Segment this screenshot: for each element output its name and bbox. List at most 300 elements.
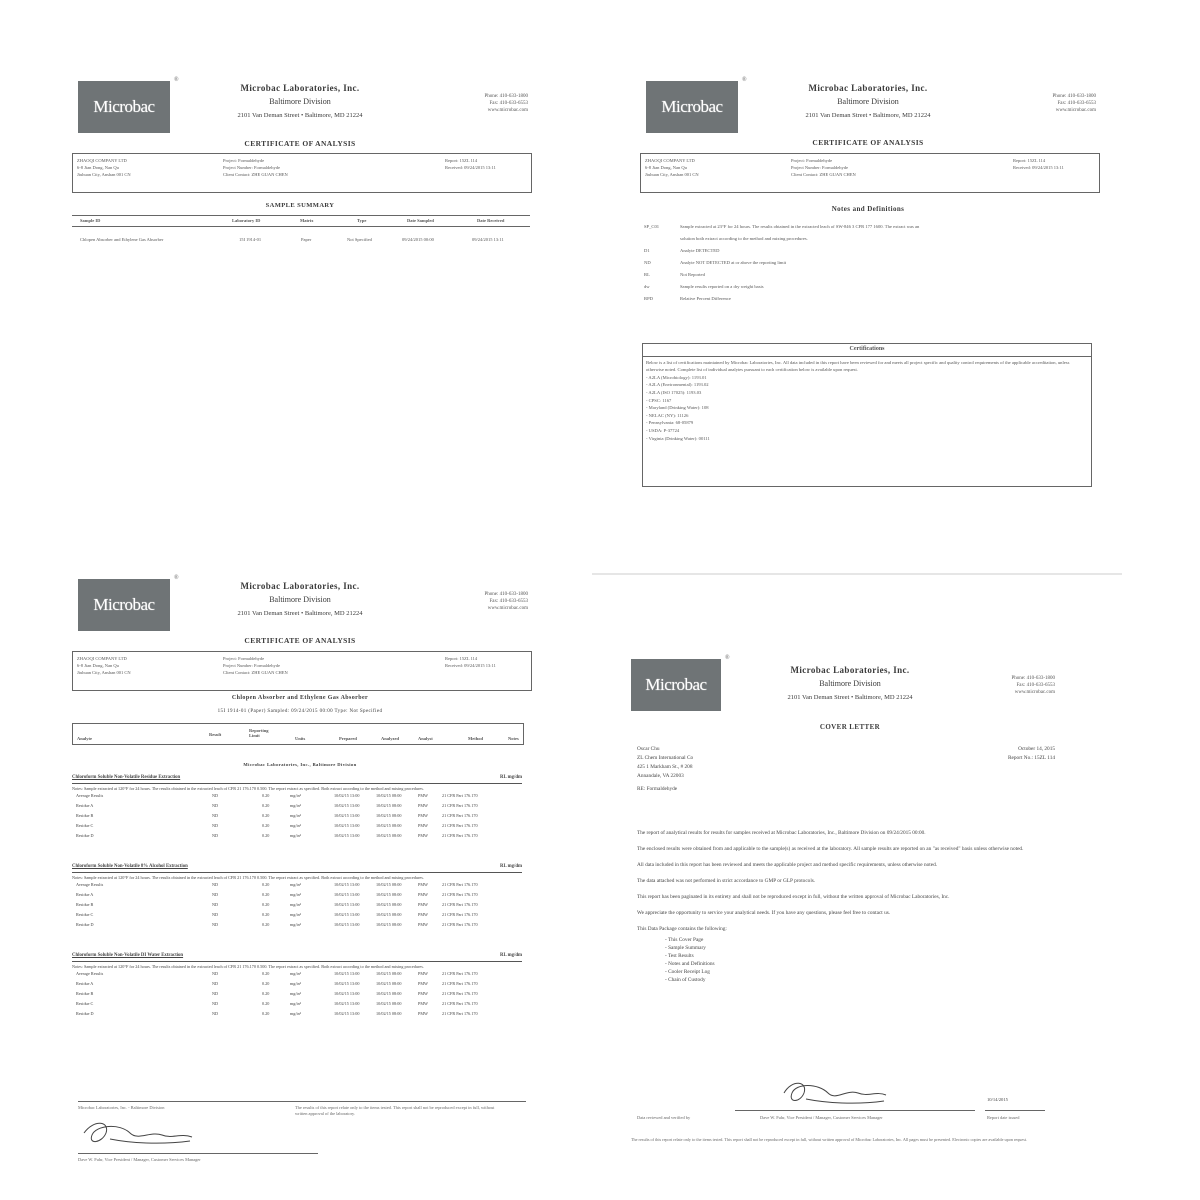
- table-cell: 0.20: [262, 970, 270, 976]
- col-header: Sample ID: [80, 218, 101, 223]
- fax: Fax: 410-633-6553: [489, 599, 528, 604]
- footer-rule: [78, 1101, 526, 1102]
- table-cell: ND: [212, 1000, 219, 1006]
- company-address: 2101 Van Deman Street • Baltimore, MD 21224: [237, 112, 363, 119]
- cert-item: - A2LA (ISO 17025): 1193.03: [646, 389, 702, 395]
- table-cell: 10/02/15 08:00: [376, 901, 402, 907]
- notes-list: [644, 222, 1084, 306]
- table-cell: 10/02/15 08:00: [376, 980, 402, 986]
- cell: 09/24/2015 00:00: [402, 237, 434, 242]
- phone: Phone: 410-633-1800: [484, 592, 528, 597]
- table-cell: ND: [212, 802, 219, 808]
- company-block: [758, 81, 978, 123]
- note-text: Sample results reported on a dry weight basis: [680, 284, 764, 289]
- col-header: Laboratory ID: [232, 218, 261, 223]
- package-item: - Sample Summary: [665, 945, 706, 951]
- section-title: [72, 864, 522, 873]
- table-cell: Residue D: [76, 1010, 94, 1016]
- results-table-header: [72, 723, 524, 745]
- package-item: - This Cover Page: [665, 937, 704, 943]
- table-cell: 10/02/15 13:00: [334, 812, 360, 818]
- sheet-separator: [592, 573, 1122, 575]
- microbac-logo: Microbac ®: [646, 81, 738, 133]
- certifications-title: Certifications: [643, 344, 1091, 357]
- table-cell: 0.20: [262, 921, 270, 927]
- date-line: [985, 1110, 1045, 1111]
- table-cell: ND: [212, 812, 219, 818]
- report-number: Report No.: 15ZL 114: [1008, 755, 1055, 761]
- table-cell: 10/02/15 08:00: [376, 822, 402, 828]
- table-cell: 21 CFR Part 176.170: [442, 980, 478, 986]
- table-cell: 21 CFR Part 176.170: [442, 1000, 478, 1006]
- table-cell: 21 CFR Part 176.170: [442, 1010, 478, 1016]
- table-cell: 10/02/15 13:00: [334, 1000, 360, 1006]
- table-cell: mg/in²: [290, 921, 302, 927]
- result-section: [72, 864, 522, 931]
- recipient-line: Annandale, VA 22003: [637, 773, 684, 779]
- section-note: Notes: Sample extracted at 120°F for 24 hours. The results obtained in the extracted leach of CFR 21 176.170 0.500. The report extract as specified. Both extract according to the method and mixing procedures.: [72, 786, 424, 791]
- contact-block: [986, 93, 1096, 114]
- note-text: Analyte DETECTED: [680, 248, 720, 253]
- table-cell: 10/02/15 08:00: [376, 881, 402, 887]
- cert-item: - Virginia (Drinking Water): 00111: [646, 435, 710, 441]
- table-cell: PMW: [418, 1000, 429, 1006]
- notes-title: Notes and Definitions: [831, 205, 905, 213]
- project-line: Client Contact: ZHE GUAN CHEN: [223, 172, 288, 177]
- table-row: [72, 970, 522, 980]
- table-cell: mg/in²: [290, 792, 302, 798]
- note-code: D1: [644, 248, 650, 253]
- certifications-intro: Below is a list of certifications maintained by Microbac Laboratories, Inc. All data included in this report have been reviewed for and meets all project specific and quality control requirements of the applicable accreditation, unless otherwise noted. Complete list of individual analytes pursuant to each certification below is available upon request.: [646, 359, 1070, 373]
- company-name: Microbac Laboratories, Inc.: [240, 581, 360, 591]
- table-cell: Residue B: [76, 990, 94, 996]
- client-info-box: [72, 651, 532, 691]
- phone: Phone: 410-633-1800: [1052, 94, 1096, 99]
- table-cell: Residue A: [76, 891, 94, 897]
- client-info-box: [640, 153, 1100, 193]
- re-line: RE: Formaldehyde: [637, 786, 678, 792]
- logo-text: Microbac: [93, 97, 155, 116]
- cert-item: - Pennsylvania: 68-05879: [646, 420, 694, 426]
- cert-item: - A2LA (Microbiology): 1193.01: [646, 374, 707, 380]
- table-row: [72, 832, 522, 842]
- table-cell: 10/02/15 13:00: [334, 990, 360, 996]
- table-cell: ND: [212, 1010, 219, 1016]
- cert-item: - NELAC (NY): 11126: [646, 412, 689, 418]
- table-cell: 21 CFR Part 176.170: [442, 822, 478, 828]
- table-cell: 21 CFR Part 176.170: [442, 832, 478, 838]
- note-code: SP_C01: [644, 224, 660, 229]
- page-cover-letter: [625, 655, 1055, 1175]
- company-name: Microbac Laboratories, Inc.: [808, 83, 928, 93]
- client-line: 6-8 Jian Dong, Nan Qu: [77, 165, 119, 170]
- table-cell: 21 CFR Part 176.170: [442, 901, 478, 907]
- table-cell: 10/02/15 08:00: [376, 812, 402, 818]
- table-row: [72, 911, 522, 921]
- table-cell: 10/02/15 13:00: [334, 891, 360, 897]
- table-cell: 10/02/15 13:00: [334, 822, 360, 828]
- section-name: Chloroform Soluble Non-Volatile DI Water Extraction: [72, 953, 184, 958]
- table-cell: 10/02/15 13:00: [334, 921, 360, 927]
- table-cell: Residue A: [76, 980, 94, 986]
- table-cell: mg/in²: [290, 1010, 302, 1016]
- logo-text: Microbac: [93, 595, 155, 614]
- note-code: RL: [644, 272, 650, 277]
- table-cell: Residue A: [76, 802, 94, 808]
- package-item: - Chain of Custody: [665, 977, 706, 983]
- summary-table-header: [72, 215, 530, 227]
- sample-summary-title: SAMPLE SUMMARY: [265, 202, 335, 209]
- table-cell: PMW: [418, 792, 429, 798]
- table-row: [72, 802, 522, 812]
- table-cell: mg/in²: [290, 802, 302, 808]
- table-cell: 21 CFR Part 176.170: [442, 792, 478, 798]
- recipient-line: Oscar Chu: [637, 746, 660, 752]
- certifications-box: [642, 343, 1092, 487]
- table-cell: PMW: [418, 812, 429, 818]
- company-division: Baltimore Division: [269, 595, 331, 604]
- table-cell: 10/02/15 08:00: [376, 990, 402, 996]
- table-cell: PMW: [418, 822, 429, 828]
- table-cell: mg/in²: [290, 832, 302, 838]
- table-cell: 21 CFR Part 176.170: [442, 891, 478, 897]
- table-cell: mg/in²: [290, 901, 302, 907]
- report-line: Report: 15ZL 114: [1013, 158, 1046, 163]
- table-cell: 10/02/15 08:00: [376, 832, 402, 838]
- table-cell: Residue D: [76, 832, 94, 838]
- letter-date: October 14, 2015: [1018, 746, 1055, 752]
- note-item: [644, 282, 1084, 294]
- table-cell: 21 CFR Part 176.170: [442, 812, 478, 818]
- table-cell: 10/02/15 13:00: [334, 802, 360, 808]
- report-line: Received: 09/24/2015 13:11: [1013, 165, 1064, 170]
- report-line: Report: 15ZL 114: [445, 656, 478, 661]
- contact-block: [418, 591, 528, 612]
- note-text: Relative Percent Difference: [680, 296, 731, 301]
- table-row: [72, 891, 522, 901]
- client-info-box: [72, 153, 532, 193]
- table-cell: 10/02/15 13:00: [334, 970, 360, 976]
- phone: Phone: 410-633-1800: [1011, 676, 1055, 681]
- col-header: Analyst: [418, 736, 433, 741]
- package-list: [637, 936, 1037, 984]
- table-cell: 10/02/15 08:00: [376, 921, 402, 927]
- table-cell: 0.20: [262, 1010, 270, 1016]
- page-sample-summary: [70, 75, 540, 505]
- table-cell: mg/in²: [290, 970, 302, 976]
- company-name: Microbac Laboratories, Inc.: [240, 83, 360, 93]
- contact-block: [418, 93, 528, 114]
- table-cell: Average Results: [76, 881, 104, 887]
- letter-paragraph: The enclosed results were obtained from and applicable to the sample(s) as received at the laboratory. All sample results are reported on an "as received" basis unless otherwise noted.: [637, 846, 1024, 852]
- table-cell: mg/in²: [290, 812, 302, 818]
- letter-paragraph: The data attached was not performed in strict accordance to GMP or GLP protocols.: [637, 878, 816, 884]
- logo-text: Microbac: [645, 675, 707, 694]
- table-cell: mg/in²: [290, 881, 302, 887]
- lab-name-line: Microbac Laboratories, Inc., Baltimore Division: [243, 762, 357, 767]
- table-cell: PMW: [418, 832, 429, 838]
- project-line: Project: Formaldehyde: [791, 158, 833, 163]
- col-header: Result: [209, 732, 222, 737]
- client-line: ZHAOQI COMPANY LTD: [77, 656, 127, 661]
- company-division: Baltimore Division: [269, 97, 331, 106]
- table-cell: 0.20: [262, 881, 270, 887]
- table-cell: 0.20: [262, 891, 270, 897]
- logo-text: Microbac: [661, 97, 723, 116]
- table-cell: Residue D: [76, 921, 94, 927]
- table-cell: ND: [212, 911, 219, 917]
- cell: Paper: [301, 237, 312, 242]
- website: www.microbac.com: [487, 108, 528, 113]
- company-block: [190, 579, 410, 621]
- package-item: - Test Results: [665, 953, 694, 959]
- table-cell: PMW: [418, 921, 429, 927]
- signature: [780, 1075, 890, 1109]
- contact-block: [955, 675, 1055, 696]
- cell: 15I 1914-01: [239, 237, 262, 242]
- sign-label-left: Data reviewed and verified by: [637, 1115, 691, 1120]
- company-division: Baltimore Division: [837, 97, 899, 106]
- company-block: [755, 663, 945, 705]
- phone: Phone: 410-633-1800: [484, 94, 528, 99]
- table-cell: 21 CFR Part 176.170: [442, 802, 478, 808]
- table-cell: 10/02/15 13:00: [334, 832, 360, 838]
- table-cell: 10/02/15 13:00: [334, 881, 360, 887]
- table-cell: mg/in²: [290, 891, 302, 897]
- project-line: Client Contact: ZHE GUAN CHEN: [223, 670, 288, 675]
- company-name: Microbac Laboratories, Inc.: [790, 665, 910, 675]
- section-name: Chloroform Soluble Non-Volatile 8% Alcohol Extraction: [72, 864, 188, 869]
- section-unit: RL mg/dm: [500, 864, 522, 869]
- note-text: Not Reported: [680, 272, 705, 277]
- note-code: ND: [644, 260, 651, 265]
- website: www.microbac.com: [1014, 690, 1055, 695]
- table-cell: 10/02/15 08:00: [376, 891, 402, 897]
- table-cell: 10/02/15 08:00: [376, 911, 402, 917]
- fax: Fax: 410-633-6553: [1016, 683, 1055, 688]
- table-cell: Residue C: [76, 911, 94, 917]
- cert-item: - A2LA (Environmental): 1193.02: [646, 382, 709, 388]
- note-code: dw: [644, 284, 650, 289]
- recipient-block: [637, 745, 937, 794]
- table-cell: 0.20: [262, 911, 270, 917]
- microbac-logo: Microbac ®: [78, 579, 170, 631]
- table-cell: Average Results: [76, 792, 104, 798]
- table-row: [72, 1010, 522, 1020]
- table-cell: 10/02/15 08:00: [376, 970, 402, 976]
- col-header: Units: [295, 736, 306, 741]
- signature: [80, 1115, 200, 1151]
- recipient-line: ZL Chem International Co: [637, 755, 694, 761]
- client-line: 6-8 Jian Dong, Nan Qu: [645, 165, 687, 170]
- cell: 09/24/2015 13:11: [472, 237, 504, 242]
- report-line: Received: 09/24/2015 13:11: [445, 165, 496, 170]
- company-address: 2101 Van Deman Street • Baltimore, MD 21224: [805, 112, 931, 119]
- table-cell: mg/in²: [290, 822, 302, 828]
- cert-item: - CPSC: 1167: [646, 397, 672, 403]
- table-cell: 10/02/15 13:00: [334, 901, 360, 907]
- table-cell: mg/in²: [290, 990, 302, 996]
- table-cell: 10/02/15 08:00: [376, 802, 402, 808]
- date-block: [935, 745, 1055, 763]
- note-code: RPD: [644, 296, 653, 301]
- section-note: Notes: Sample extracted at 120°F for 24 hours. The results obtained in the extracted leach of CFR 21 176.170 0.500. The report extract as specified. Both extract according to the method and mixing procedures.: [72, 964, 424, 969]
- note-item: [644, 270, 1084, 282]
- table-cell: 10/02/15 08:00: [376, 1010, 402, 1016]
- website: www.microbac.com: [1055, 108, 1096, 113]
- table-cell: ND: [212, 792, 219, 798]
- col-header: Method: [468, 736, 483, 741]
- table-cell: Residue B: [76, 901, 94, 907]
- table-cell: 0.20: [262, 901, 270, 907]
- col-header: Analyzed: [381, 736, 399, 741]
- table-cell: 0.20: [262, 980, 270, 986]
- table-row: [72, 1000, 522, 1010]
- cert-item: - Maryland (Drinking Water): 108: [646, 405, 709, 411]
- client-line: ZHAOQI COMPANY LTD: [645, 158, 695, 163]
- project-line: Client Contact: ZHE GUAN CHEN: [791, 172, 856, 177]
- table-cell: 21 CFR Part 176.170: [442, 921, 478, 927]
- report-line: Received: 09/24/2015 13:11: [445, 663, 496, 668]
- table-row: [72, 792, 522, 802]
- company-block: [190, 81, 410, 123]
- note-item: [644, 258, 1084, 270]
- note-item: [644, 294, 1084, 306]
- note-item: [644, 234, 1084, 246]
- sign-label-mid: Dave W. Fuhr, Vice President / Manager, Customer Services Manager: [760, 1115, 883, 1120]
- sign-label-right: Report date issued: [987, 1115, 1020, 1120]
- section-title: [72, 775, 522, 784]
- table-row: [72, 237, 530, 247]
- table-cell: ND: [212, 822, 219, 828]
- table-cell: 0.20: [262, 990, 270, 996]
- table-cell: 10/02/15 13:00: [334, 792, 360, 798]
- section-unit: RL mg/dm: [500, 953, 522, 958]
- table-cell: Residue C: [76, 1000, 94, 1006]
- client-line: Jiuhuan City, Anshan 001 CN: [77, 172, 131, 177]
- company-address: 2101 Van Deman Street • Baltimore, MD 21224: [787, 694, 913, 701]
- col-header: Analyte: [77, 736, 92, 741]
- col-header: Date Received: [477, 218, 505, 223]
- recipient-line: 425 1 Markham St., # 208: [637, 764, 693, 770]
- table-row: [72, 901, 522, 911]
- table-row: [72, 812, 522, 822]
- letter-paragraph: This report has been paginated in its entirety and shall not be reproduced except in full, without the written approval of Microbac Laboratories, Inc.: [637, 894, 950, 900]
- col-header: Type: [357, 218, 367, 223]
- table-cell: PMW: [418, 970, 429, 976]
- result-section: [72, 953, 522, 1020]
- table-cell: 21 CFR Part 176.170: [442, 970, 478, 976]
- table-cell: Residue B: [76, 812, 94, 818]
- table-cell: ND: [212, 921, 219, 927]
- sample-subtitle: 15I 1914-01 (Paper) Sampled: 09/24/2015 00:00 Type: Not Specified: [217, 709, 383, 714]
- section-note: Notes: Sample extracted at 120°F for 24 hours. The results obtained in the extracted leach of CFR 21 176.170 0.500. The report extract as specified. Both extract according to the method and mixing procedures.: [72, 875, 424, 880]
- col-header: Prepared: [339, 736, 357, 741]
- project-line: Project Number: Formaldehyde: [223, 165, 280, 170]
- microbac-logo: Microbac ®: [631, 659, 721, 711]
- project-line: Project: Formaldehyde: [223, 158, 265, 163]
- table-cell: mg/in²: [290, 911, 302, 917]
- table-cell: PMW: [418, 802, 429, 808]
- package-item: - Notes and Definitions: [665, 961, 715, 967]
- table-cell: mg/in²: [290, 980, 302, 986]
- project-line: Project Number: Formaldehyde: [791, 165, 848, 170]
- table-row: [72, 980, 522, 990]
- footer-note: The results of this report relate only to the items tested. This report shall not be reproduced except in full, without written approval of the laboratory.: [295, 1105, 495, 1116]
- table-row: [72, 990, 522, 1000]
- fax: Fax: 410-633-6553: [489, 101, 528, 106]
- client-line: Jiuhuan City, Anshan 001 CN: [645, 172, 699, 177]
- table-cell: Average Results: [76, 970, 104, 976]
- note-text: Sample extracted at 23°F for 24 hours. The results obtained in the extracted leach of SW-846 3 CFR 177 1600. The extract was an: [680, 224, 920, 229]
- table-cell: Residue C: [76, 822, 94, 828]
- package-intro: This Data Package contains the following:: [637, 926, 727, 932]
- table-cell: PMW: [418, 881, 429, 887]
- letter-paragraph: All data included in this report has been reviewed and meets the applicable project and method specific requirements, unless otherwise noted.: [637, 862, 938, 868]
- cert-item: - USDA: P-37724: [646, 427, 680, 433]
- project-line: Project: Formaldehyde: [223, 656, 265, 661]
- note-item: [644, 222, 1084, 234]
- table-row: [72, 881, 522, 891]
- letter-paragraph: The report of analytical results for results for samples received at Microbac Laboratories, Inc., Baltimore Division on 09/24/2015 00:00.: [637, 830, 926, 836]
- table-cell: ND: [212, 980, 219, 986]
- table-cell: PMW: [418, 901, 429, 907]
- table-cell: 10/02/15 13:00: [334, 911, 360, 917]
- page-notes-definitions: [638, 75, 1108, 515]
- table-cell: 0.20: [262, 792, 270, 798]
- certificate-title: CERTIFICATE OF ANALYSIS: [244, 139, 356, 148]
- project-line: Project Number: Formaldehyde: [223, 663, 280, 668]
- table-cell: PMW: [418, 911, 429, 917]
- note-text: Analyte NOT DETECTED at or above the reporting limit: [680, 260, 787, 265]
- company-division: Baltimore Division: [819, 679, 881, 688]
- col-header: Date Sampled: [407, 218, 434, 223]
- table-cell: 21 CFR Part 176.170: [442, 990, 478, 996]
- col-header: Reporting Limit: [249, 728, 269, 738]
- signature-line: [735, 1110, 975, 1111]
- table-cell: 0.20: [262, 802, 270, 808]
- report-line: Report: 15ZL 114: [445, 158, 478, 163]
- col-header: Notes: [508, 736, 519, 741]
- microbac-logo: Microbac ®: [78, 81, 170, 133]
- table-cell: ND: [212, 832, 219, 838]
- table-cell: mg/in²: [290, 1000, 302, 1006]
- table-cell: ND: [212, 970, 219, 976]
- fax: Fax: 410-633-6553: [1057, 101, 1096, 106]
- table-cell: PMW: [418, 891, 429, 897]
- table-row: [72, 921, 522, 931]
- page-test-results: [70, 573, 540, 1173]
- sample-title: Chlopen Absorber and Ethylene Gas Absorber: [231, 695, 369, 701]
- col-header: Matrix: [300, 218, 314, 223]
- letter-body: [637, 829, 1037, 984]
- table-cell: ND: [212, 891, 219, 897]
- signature-line: [78, 1153, 318, 1154]
- table-cell: PMW: [418, 980, 429, 986]
- sign-date: 10/14/2015: [987, 1097, 1008, 1102]
- table-cell: 0.20: [262, 832, 270, 838]
- table-cell: 0.20: [262, 822, 270, 828]
- note-text: solution both extract according to the method and mixing procedures.: [680, 236, 808, 241]
- table-cell: PMW: [418, 990, 429, 996]
- table-cell: 21 CFR Part 176.170: [442, 911, 478, 917]
- table-cell: ND: [212, 990, 219, 996]
- cell: Not Specified: [347, 237, 372, 242]
- letter-paragraph: We appreciate the opportunity to service your analytical needs. If you have any questions, please feel free to contact us.: [637, 910, 891, 916]
- client-line: ZHAOQI COMPANY LTD: [77, 158, 127, 163]
- certificate-title: CERTIFICATE OF ANALYSIS: [812, 138, 924, 147]
- signer-name: Dave W. Fuhr, Vice President / Manager, Customer Services Manager: [78, 1157, 201, 1162]
